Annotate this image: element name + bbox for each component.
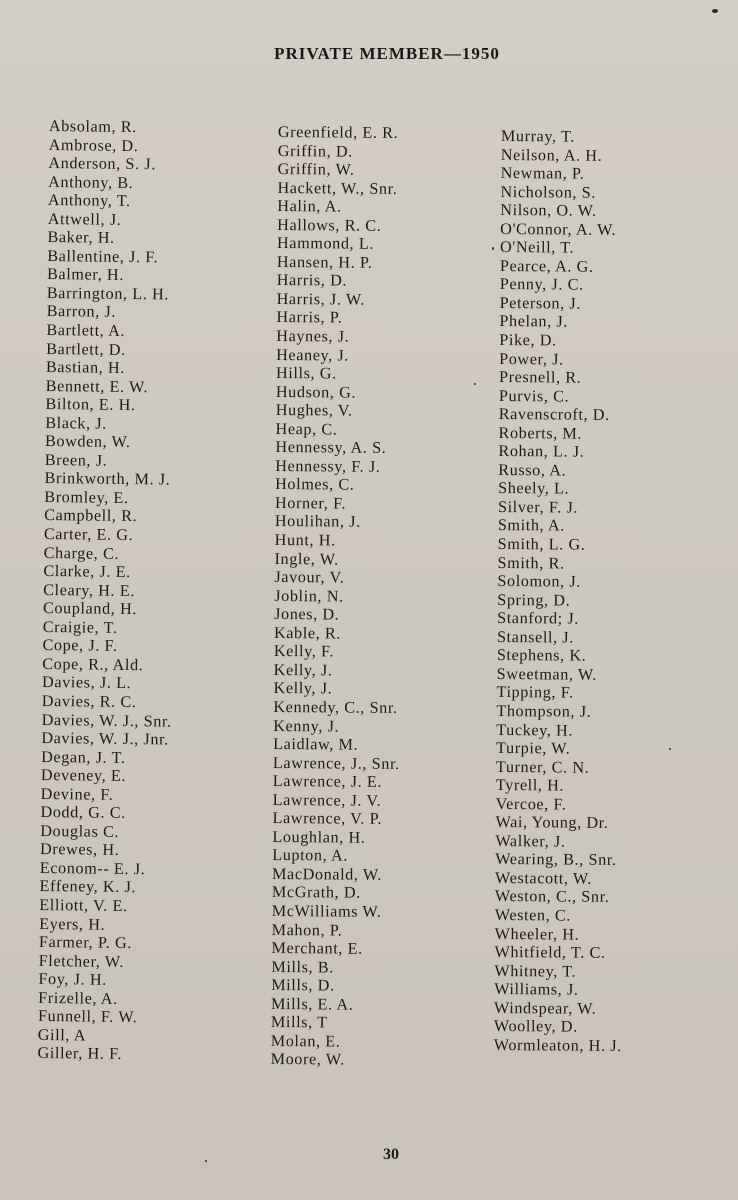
member-name: Smith, L. G. [497, 535, 586, 554]
member-name: Hudson, G. [275, 382, 357, 402]
name-column-3 [494, 127, 629, 1055]
member-name: Mahon, P. [271, 920, 343, 940]
member-name: O'Neill, T. [499, 238, 575, 257]
member-name: Smith, R. [497, 553, 565, 573]
member-name: Nicholson, S. [500, 182, 597, 202]
member-name: Holmes, C. [275, 475, 355, 495]
member-name: Ambrose, D. [48, 135, 139, 155]
member-name: Frizelle, A. [38, 988, 118, 1008]
member-name: Attwell, J. [47, 209, 122, 229]
member-name: Lawrence, J. V. [272, 790, 382, 810]
member-name: Loughlan, H. [272, 827, 366, 847]
member-name: Eyers, H. [39, 914, 106, 934]
member-name: Craigie, T. [42, 617, 118, 637]
member-name: Stansell, J. [496, 627, 574, 647]
member-name: Campbell, R. [44, 506, 138, 526]
member-name: Bennett, E. W. [45, 376, 149, 396]
member-name: McWilliams W. [271, 901, 382, 921]
ink-speck [474, 383, 476, 385]
page-number: 30 [383, 1146, 399, 1163]
member-name: Turner, C. N. [495, 757, 590, 777]
member-name: Ravenscroft, D. [498, 405, 610, 425]
member-name: Cleary, H. E. [43, 580, 136, 600]
member-name: Lawrence, J., Snr. [272, 753, 400, 773]
member-name: Barrington, L. H. [46, 283, 170, 304]
member-name: Wearing, B., Snr. [495, 850, 617, 870]
member-name: Barron, J. [46, 302, 117, 322]
member-name: Degan, J. T. [41, 747, 126, 767]
member-name: Horner, F. [274, 493, 347, 513]
ink-speck [669, 748, 671, 750]
ink-speck [712, 9, 718, 13]
member-name: Hennessy, A. S. [275, 438, 387, 458]
member-name: O'Connor, A. W. [500, 219, 617, 239]
member-name: Joblin, N. [274, 586, 344, 606]
member-name: Black, J. [45, 413, 107, 433]
member-name: Funnell, F. W. [37, 1007, 138, 1027]
member-name: Absolam, R. [48, 117, 137, 137]
member-name: Farmer, P. G. [38, 933, 133, 953]
member-name: Kable, R. [273, 623, 342, 643]
member-name: Wheeler, H. [494, 924, 580, 944]
name-column-2 [271, 123, 405, 1070]
member-name: Carter, E. G. [43, 525, 134, 545]
member-name: Bromley, E. [44, 487, 129, 507]
member-name: Houlihan, J. [274, 512, 361, 532]
member-name: Bartlett, D. [46, 339, 126, 359]
member-name: Woolley, D. [493, 1017, 578, 1036]
member-name: Wormleaton, H. J. [493, 1035, 622, 1055]
member-name: Spring, D. [497, 590, 571, 610]
member-name: Econom-- E. J. [39, 858, 146, 879]
page-title: PRIVATE MEMBER—1950 [274, 44, 500, 63]
member-name: Charge, C. [43, 543, 120, 563]
member-name: Lawrence, V. P. [272, 809, 383, 829]
member-name: Vercoe, F. [495, 794, 567, 814]
member-name: Anderson, S. J. [48, 154, 157, 174]
member-name: Murray, T. [500, 127, 576, 146]
member-name: Purvis, C. [498, 386, 570, 406]
member-name: Mills, D. [271, 976, 335, 995]
member-name: Drewes, H. [39, 840, 120, 860]
member-name: Peterson, J. [499, 293, 582, 313]
member-name: Brinkworth, M. J. [44, 469, 171, 489]
member-name: Cope, J. F. [42, 636, 118, 656]
member-name: Douglas C. [40, 821, 120, 841]
member-name: Bastian, H. [45, 358, 126, 378]
member-name: Westen, C. [494, 905, 572, 925]
member-name: McGrath, D. [271, 883, 361, 903]
member-name: Hills, G. [275, 364, 337, 383]
member-name: Kenny, J. [273, 716, 340, 735]
member-name: Foy, J. H. [38, 970, 107, 989]
member-name: Bowden, W. [44, 432, 131, 452]
ink-speck [205, 1160, 207, 1162]
member-name: Solomon, J. [497, 572, 582, 591]
member-name: Stanford; J. [497, 609, 580, 628]
member-name: Hennessy, F. J. [275, 456, 381, 476]
member-name: Newman, P. [500, 164, 585, 183]
member-name: Effeney, K. J. [39, 877, 137, 897]
member-name: Hansen, H. P. [276, 252, 373, 272]
member-name: Gill, A [37, 1025, 87, 1045]
member-name: Clarke, J. E. [43, 562, 131, 582]
member-name: Lawrence, J. E. [272, 772, 383, 791]
member-name: Neilson, A. H. [500, 145, 603, 165]
member-name: Stephens, K. [496, 646, 587, 665]
member-name: Lupton, A. [272, 846, 349, 865]
member-name: Kelly, F. [273, 642, 335, 661]
member-name: Smith, A. [497, 516, 565, 535]
member-name: Tyrell, H. [495, 776, 565, 795]
member-name: Windspear, W. [494, 998, 597, 1018]
member-name: Penny, J. C. [499, 275, 584, 295]
member-name: Elliott, V. E. [39, 895, 128, 915]
member-name: Rohan, L. J. [498, 442, 585, 461]
member-name: Ballentine, J. F. [47, 246, 159, 267]
member-name: Thompson, J. [496, 701, 592, 721]
member-name: Anthony, T. [47, 191, 131, 211]
member-name: Whitfield, T. C. [494, 943, 606, 962]
member-name: Mills, T [270, 1013, 328, 1032]
member-name: Wai, Young, Dr. [495, 813, 609, 833]
member-name: Heap, C. [275, 419, 338, 439]
member-name: Phelan, J. [499, 312, 569, 332]
member-name: Hunt, H. [274, 531, 336, 550]
member-name: Roberts, M. [498, 423, 583, 443]
name-column-1 [37, 117, 179, 1064]
member-name: Pearce, A. G. [499, 256, 594, 276]
member-name: Griffin, W. [277, 160, 355, 179]
member-name: Mills, E. A. [271, 994, 354, 1014]
member-name: Turpie, W. [496, 739, 571, 758]
member-name: Javour, V. [274, 568, 345, 587]
member-name: Dodd, G. C. [40, 803, 126, 823]
member-name: Pike, D. [499, 331, 557, 350]
member-name: Balmer, H. [46, 265, 125, 285]
member-name: Bilton, E. H. [45, 395, 136, 415]
member-name: Sweetman, W. [496, 664, 598, 684]
member-name: Hammond, L. [276, 234, 375, 254]
member-name: Harris, D. [276, 271, 348, 290]
member-name: Fletcher, W. [38, 951, 125, 971]
member-name: Molan, E. [270, 1031, 341, 1051]
member-name: Hackett, W., Snr. [277, 178, 398, 198]
member-name: Davies, W. J., Jnr. [41, 729, 169, 749]
member-name: Weston, C., Snr. [494, 887, 610, 907]
member-name: Hughes, V. [275, 401, 353, 420]
member-name: Power, J. [499, 349, 564, 369]
member-name: Harris, J. W. [276, 289, 365, 309]
member-name: Greenfield, E. R. [277, 123, 399, 142]
member-name: Jones, D. [274, 605, 340, 624]
member-name: Laidlaw, M. [273, 735, 359, 754]
member-name: Ingle, W. [274, 549, 339, 569]
member-name: Kelly, J. [273, 660, 333, 680]
member-name: Cope, R., Ald. [42, 654, 144, 675]
member-name: Anthony, B. [48, 172, 134, 192]
member-name: Nilson, O. W. [500, 201, 597, 220]
member-name: Breen, J. [44, 450, 108, 470]
member-name: Coupland, H. [42, 599, 138, 619]
member-name: Heaney, J. [276, 345, 350, 365]
member-name: Williams, J. [494, 980, 579, 999]
member-name: Tuckey, H. [496, 720, 574, 740]
member-name: Tipping, F. [496, 683, 574, 702]
member-name: Davies, W. J., Snr. [41, 710, 172, 731]
member-name: Sheely, L. [498, 479, 570, 498]
member-name: Whitney, T. [494, 961, 577, 981]
member-name: Presnell, R. [498, 368, 582, 387]
member-name: Haynes, J. [276, 327, 350, 346]
member-name: Hallows, R. C. [277, 215, 382, 235]
member-name: Devine, F. [40, 784, 114, 804]
member-name: Giller, H. F. [37, 1044, 123, 1064]
member-name: Halin, A. [277, 197, 342, 216]
member-name: Baker, H. [47, 228, 115, 248]
member-name: Walker, J. [495, 831, 566, 851]
member-name: Bartlett, A. [46, 321, 126, 340]
member-name: Deveney, E. [40, 766, 127, 786]
member-name: Davies, J. L. [41, 673, 132, 693]
member-name: Silver, F. J. [497, 497, 579, 517]
member-name: Davies, R. C. [41, 691, 137, 712]
member-name: Harris, P. [276, 308, 343, 327]
member-name: Russo, A. [498, 460, 567, 480]
member-name: Moore, W. [270, 1050, 345, 1069]
ink-speck [492, 247, 494, 250]
member-name: Kelly, J. [273, 679, 333, 698]
member-name: Griffin, D. [277, 141, 353, 161]
member-name: Kennedy, C., Snr. [273, 697, 398, 717]
member-name: Merchant, E. [271, 939, 363, 958]
member-name: Westacott, W. [495, 868, 593, 888]
member-name: MacDonald, W. [272, 864, 383, 884]
member-name: Mills, B. [271, 957, 334, 977]
